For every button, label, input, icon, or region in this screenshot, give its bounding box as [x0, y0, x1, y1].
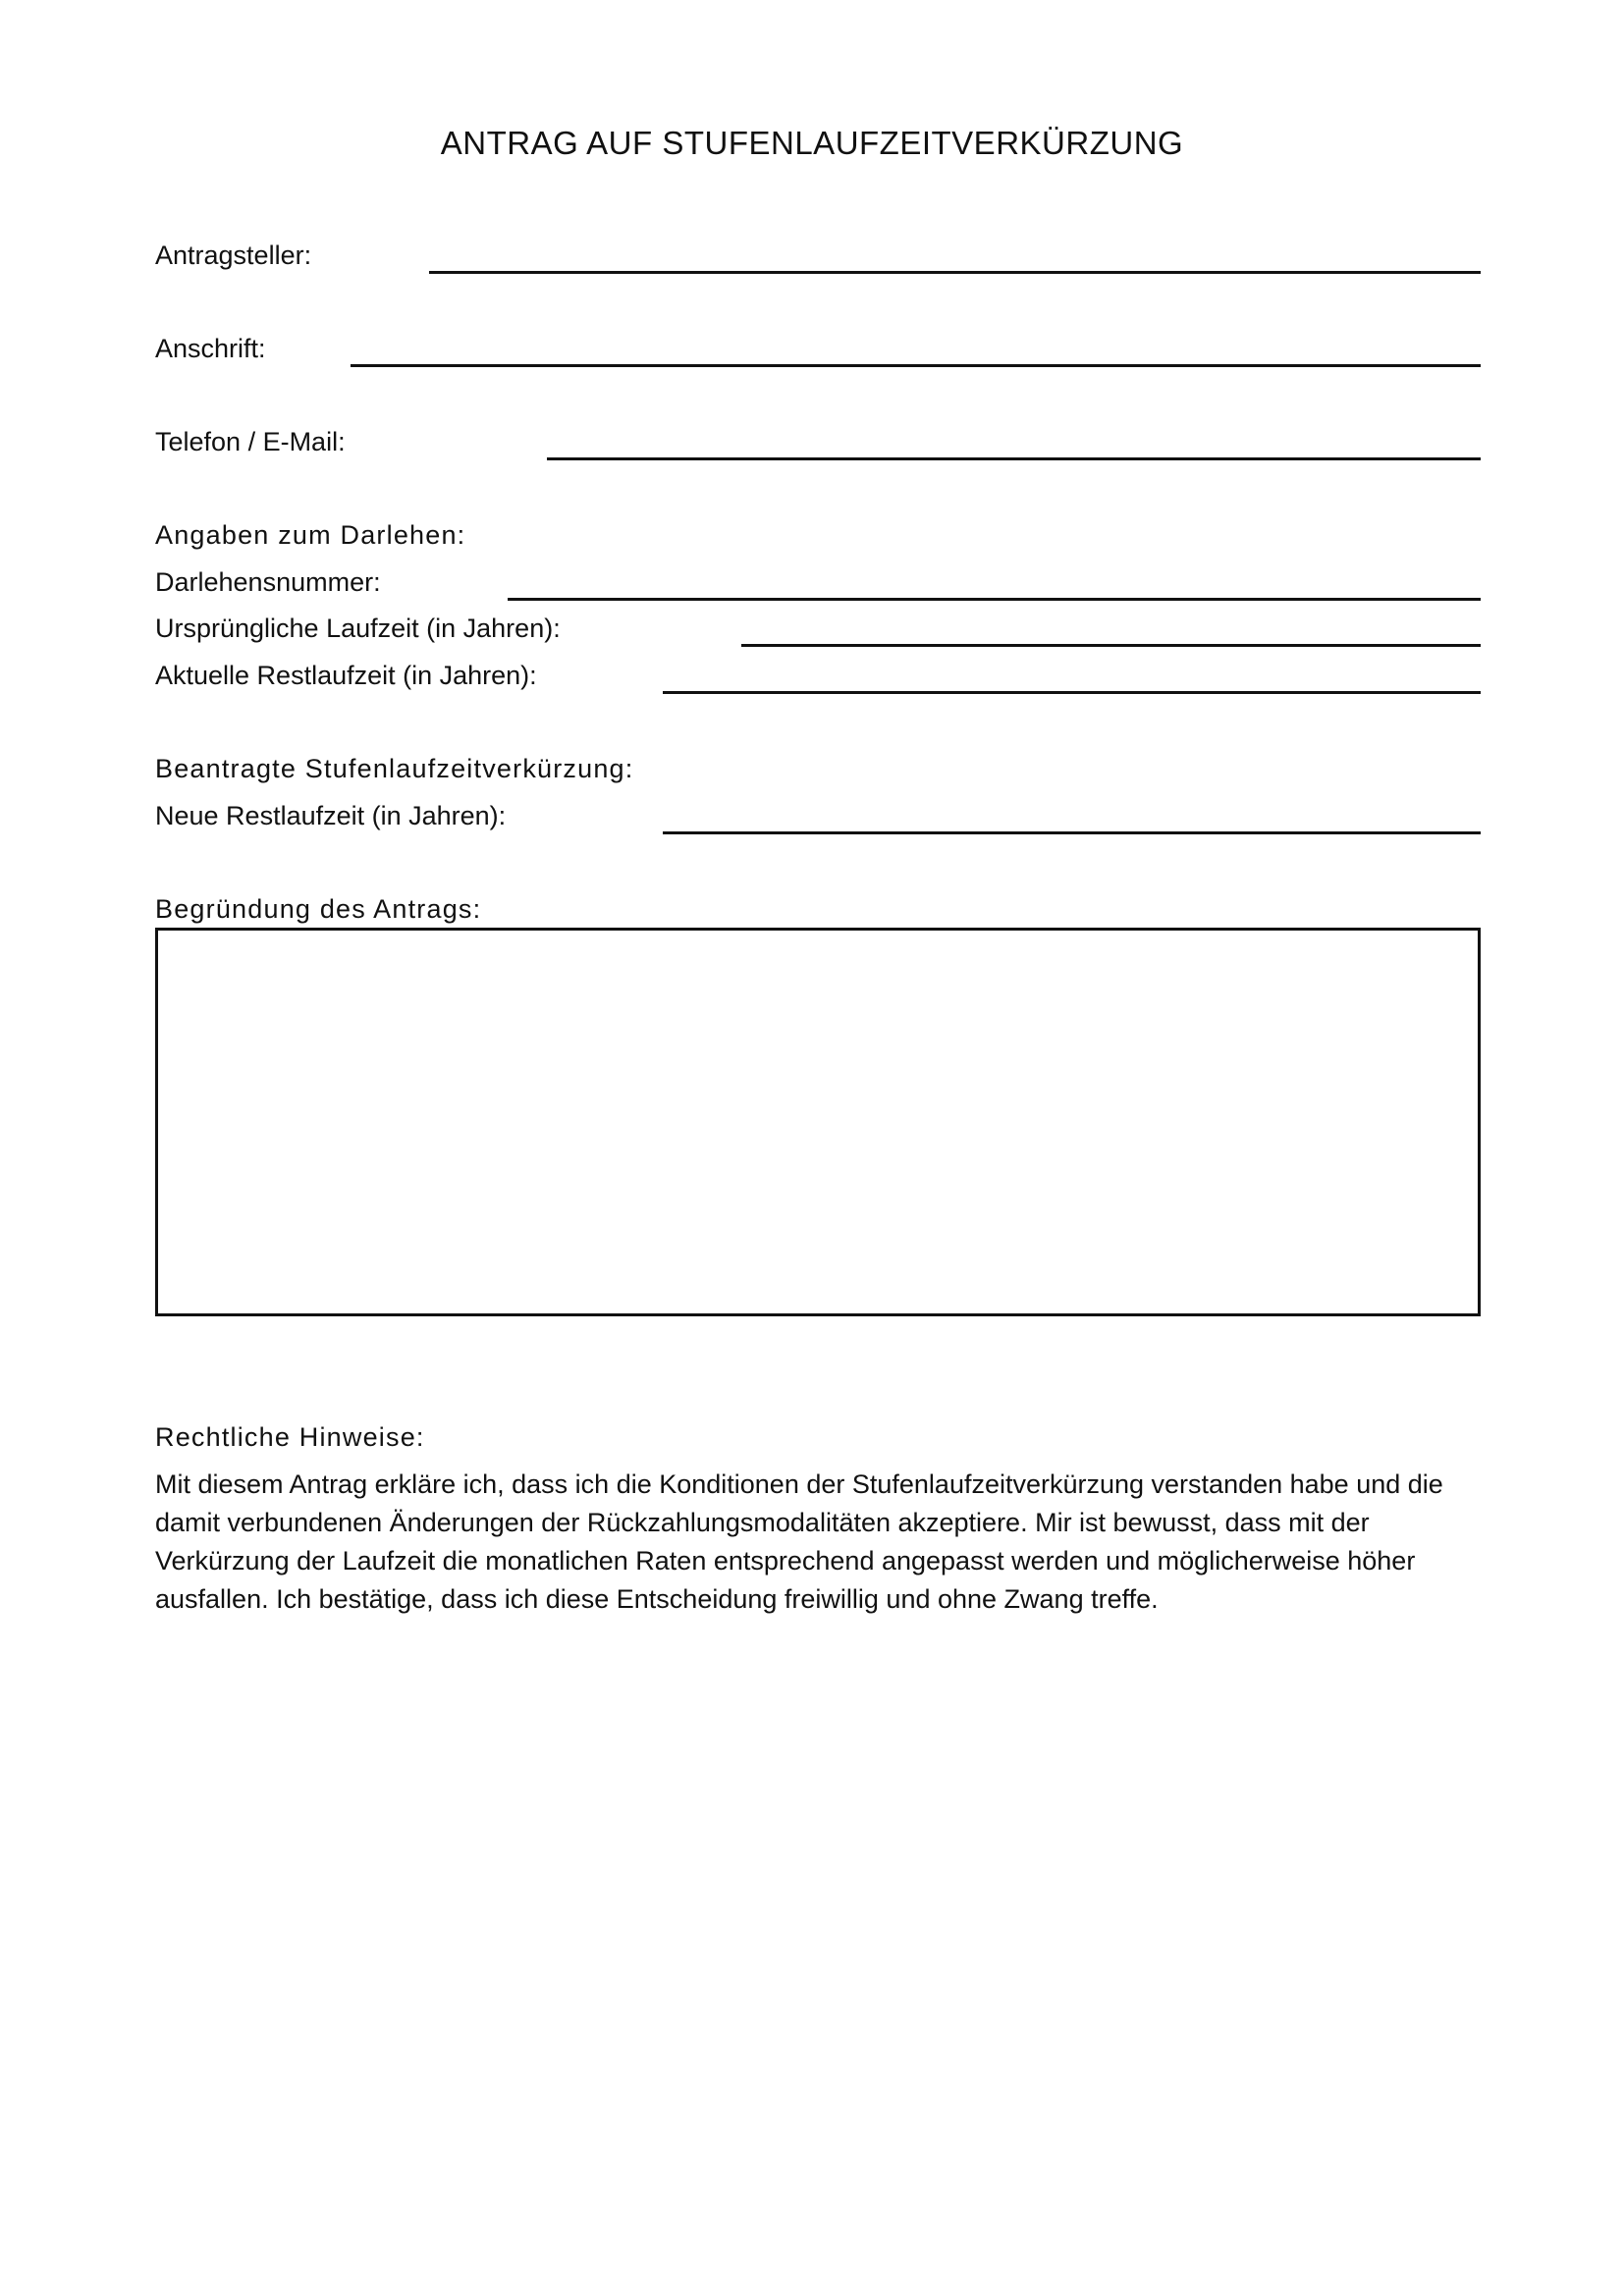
remaining-term-field[interactable] [663, 670, 1481, 694]
loan-section-heading: Angaben zum Darlehen: [155, 520, 466, 550]
legal-section-heading: Rechtliche Hinweise: [155, 1422, 425, 1452]
loan-number-label: Darlehensnummer: [155, 567, 381, 597]
reason-textarea[interactable] [155, 928, 1481, 1316]
contact-label: Telefon / E-Mail: [155, 427, 346, 456]
request-section-heading: Beantragte Stufenlaufzeitverkürzung: [155, 754, 634, 783]
loan-number-field[interactable] [508, 577, 1481, 601]
document-title: ANTRAG AUF STUFENLAUFZEITVERKÜRZUNG [440, 125, 1184, 161]
address-label: Anschrift: [155, 334, 266, 363]
contact-field[interactable] [547, 437, 1481, 460]
reason-section-heading: Begründung des Antrags: [155, 894, 482, 924]
new-term-field[interactable] [663, 811, 1481, 834]
applicant-name-label: Antragsteller: [155, 240, 312, 270]
original-term-label: Ursprüngliche Laufzeit (in Jahren): [155, 614, 561, 643]
applicant-name-field[interactable] [429, 250, 1481, 274]
address-field[interactable] [351, 344, 1481, 367]
original-term-field[interactable] [741, 623, 1481, 647]
legal-notice-text: Mit diesem Antrag erkläre ich, dass ich die Konditionen der Stufenlaufzeitverkürzung verstanden habe und die damit verbundenen Änderungen der Rückzahlungsmodalitäten akzeptiere. Mir ist bewusst, dass mit der Verkürzung der Laufzeit die monatlichen Raten entsprechend angepasst werden und möglicherweise höher ausfallen. Ich bestätige, dass ich diese Entscheidung freiwillig und ohne Zwang treffe. [155, 1469, 1443, 1614]
new-term-label: Neue Restlaufzeit (in Jahren): [155, 801, 507, 830]
remaining-term-label: Aktuelle Restlaufzeit (in Jahren): [155, 661, 537, 690]
